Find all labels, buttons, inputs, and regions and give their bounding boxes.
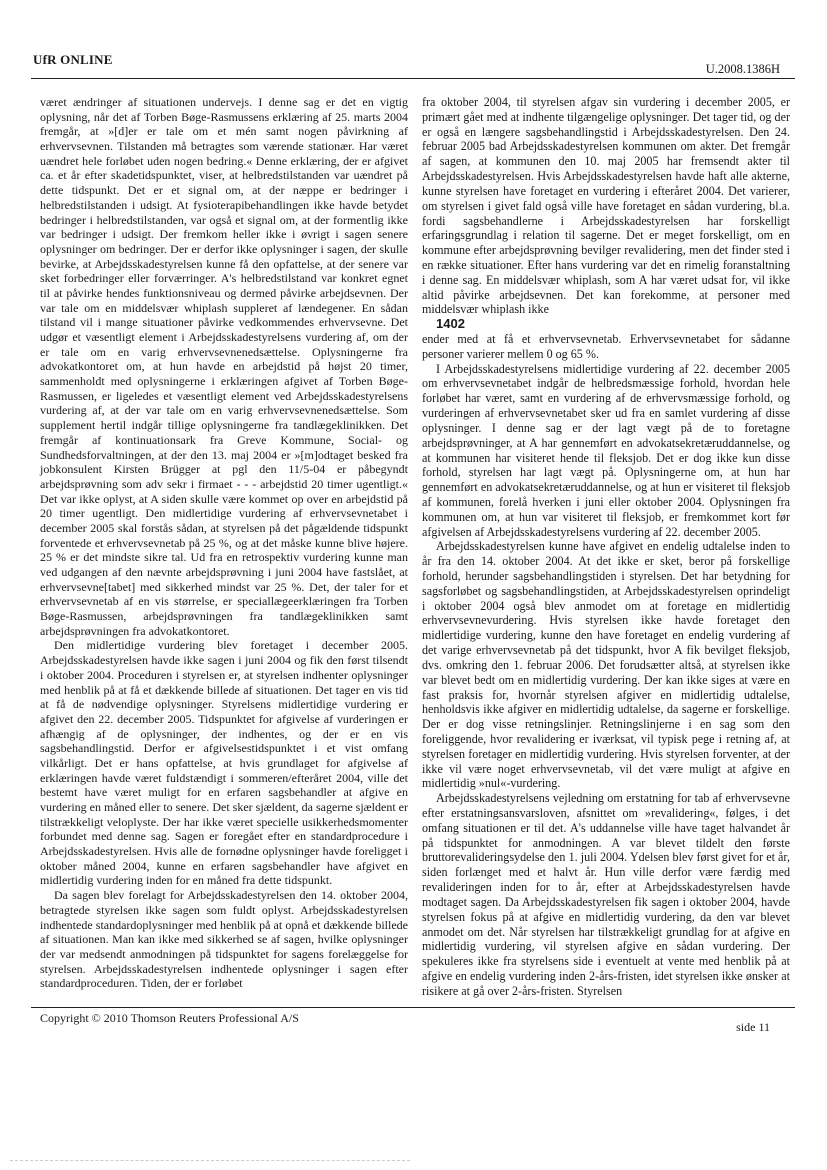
footer-rule <box>31 1007 795 1008</box>
header-rule <box>31 78 795 79</box>
left-column <box>40 95 408 991</box>
paragraph: ender med at få et erhvervsevnetab. Erhvervsevnetabet for sådanne personer varierer mellem 0 og 65 %. <box>422 332 790 361</box>
paragraph: fra oktober 2004, til styrelsen afgav sin vurdering i december 2005, er primært gået med at indhente tilgængelige oplysninger. Det tager tid, og der er også en længere sagsbehandlingstid i Arbejdsskadestyrelsen. Den 24. februar 2005 bad Arbejdsskadestyrelsen kommunen om akter. Det fremgår af sagen, at kommunen den 10. maj 2005 har fremsendt akter til Arbejdsskadestyrelsen. Hvis Arbejdsskadestyrelsen havde haft alle akterne, kunne styrelsen have foretaget en vurdering i efteråret 2004. Det varierer, om styrelsen i givet fald også ville have foretaget en sådan vurdering, bl.a. fordi sagsbehandlerne i Arbejdsskadestyrelsen har forskelligt erfaringsgrundlag i relation til sagerne. Det er meget forskelligt, om en kommune efter arbejdsprøvning bevilger revalidering, men det finder sted i en række situationer. Efter hans vurdering var det en rimelig foranstaltning i denne sag. En middelsvær whiplash, som A har været udsat for, vil ikke altid påvirke arbejdsevnen. Det kan forekomme, at personer med middelsvær whiplash ikke <box>422 95 790 317</box>
paragraph: været ændringer af situationen undervejs. I denne sag er det en vigtig oplysning, når det af Torben Bøge-Rasmussens erklæring af 25. marts 2004 fremgår, at »[d]er er tale om et mén samt nogen påvirkning af erhvervsevnen. Tilstanden må betragtes som værende stationær. Har været uændret hele forløbet uden nogen bedring.« Denne erklæring, der er afgivet ca. et år efter skadetidspunktet, viser, at helbredstilstanden var uændret på dette tidspunkt. Det er et signal om, at der næppe er bedringer i helbredstilstanden i udsigt. At fysioterapibehandlingen ikke havde betydet bedringer i helbredstilstanden, var også et signal om, at der formentlig ikke var bedringer i udsigt. Der fremkom heller ikke i øvrigt i sagen senere oplysninger om bedringer. Der er derfor ikke oplysninger i sagen, der skulle bevirke, at Arbejdsskadestyrelsen kunne få den opfattelse, at der senere var sket forbedringer eller forværringer. A's helbredstilstand var konkret egnet til at påvirke hendes funktionsniveau og dermed påvirke arbejdsevnen. Der var tale om en middelsvær whiplash suppleret af lændegener. En sådan tilstand vil i mange situationer påvirke vedkommendes erhvervsevne. Det udgør et væsentligt element i Arbejdsskadestyrelsens vurdering af, om der er tale om en varig erhvervsevnenedsættelse. Oplysningerne fra advokatkontoret om, at hun havde en arbejdstid på højst 20 timer, sammenholdt med oplysningerne i erklæringen afgivet af Torben Bøge-Rasmussen, er ligeledes et væsentligt element ved Arbejdsskadestyrelsens vurdering af, at der var tale om en varig erhvervsevnenedsættelse. Som supplement hertil indgår tillige oplysningerne fra tandlægeklinikken. Det fremgår af kontinuationsark fra Greve Kommune, Social- og Sundhedsforvaltningen, at der den 13. maj 2004 er »[m]odtaget besked fra jobkonsulent Kirsten Brügger at pgl den 11/5-04 er påbegyndt arbejdsprøvning som adv sekr i firmaet - - - arbejdstid 20 timer ugentligt.« Det var ikke oplyst, at A siden skulle være kommet op over en arbejdstid på 20 timer ugentligt. Den midlertidige vurdering af erhvervsevnetabet i december 2005 skal forstås sådan, at styrelsen på det pågældende tidspunkt forventede et erhvervsevnetab på 25 %, og at det måske kunne blive højere. 25 % er det mindste sikre tal. Ud fra en retrospektiv vurdering kunne man ved udgangen af den nævnte arbejdsprøvning i juni 2004 have fastslået, at erhvervsevne[tabet] med sikkerhed mindst var 25 %. Det, der taler for et erhvervsevnetab af en vis størrelse, er speciallægeerklæringen fra Torben Bøge-Rasmussen, arbejdsprøvningen fra tandlægeklinikken samt arbejdsprøvningen fra advokatkontoret. <box>40 95 408 638</box>
copyright-notice: Copyright © 2010 Thomson Reuters Professional A/S <box>40 1011 299 1025</box>
case-citation: U.2008.1386H <box>705 62 780 76</box>
paragraph: Arbejdsskadestyrelsens vejledning om erstatning for tab af erhvervsevne efter erstatningsansvarsloven, afsnittet om »revalidering«, følges, i det omfang situationen er til det. A's uddannelse ville have taget halvandet år på tidspunktet for anmodningen. A var blevet tildelt den første bruttorevalideringsydelse den 1. juli 2004. Ydelsen blev først givet for et år, siden forlænget med et halvt år. Hun ville derfor være færdig med revalideringen inden for to år, efter at Arbejdsskadestyrelsen havde modtaget sagen. Da Arbejdsskadestyrelsen fik sagen i oktober 2004, havde styrelsen fokus på at afgive en midlertidig vurdering, da den var blevet anmodet om det. Når styrelsen har tilstrækkeligt grundlag for at afgive en midlertidig vurdering, vil styrelsen afgive en sådan vurdering. Der spekuleres ikke fra styrelsens side i eventuelt at vente med henblik på at afgive en endelig vurdering inden 2-års-fristen, idet styrelsen ikke ønsker at risikere at gå over 2-års-fristen. Styrelsen <box>422 791 790 998</box>
paragraph: Da sagen blev forelagt for Arbejdsskadestyrelsen den 14. oktober 2004, betragtede styrelsen ikke sagen som fuldt oplyst. Arbejdsskadestyrelsen indhentede standardoplysninger med henblik på at opnå et dækkende billede af situationen. Man kan ikke med sikkerhed se af sagen, hvilke oplysninger der var medsendt anmodningen på tidspunktet for sagens forelæggelse for styrelsen. Arbejdsskadestyrelsen indhentede oplysninger i sagen efter standardproceduren. Tiden, der er forløbet <box>40 888 408 991</box>
paragraph: Arbejdsskadestyrelsen kunne have afgivet en endelig udtalelse inden to år fra den 14. oktober 2004. At det ikke er sket, beror på forskellige forhold, herunder sagsbehandlingstiden i styrelsen. Det har betydning for sagsforløbet og sagsbehandlingstiden, at Arbejdsskadestyrelsen oprindeligt i oktober 2004 også blev anmodet om at foretage en midlertidig erhvervsevnevurdering. Hvis styrelsen ikke havde foretaget den midlertidige vurdering, kunne den have foretaget en endelig vurdering af det varige erhvervsevnetab på det tidspunkt, hvor A fik bevilget fleksjob, dvs. omkring den 1. februar 2006. Det forudsætter altså, at styrelsen ikke var blevet bedt om en midlertidig vurdering. Der kan ikke siges at være en fast praksis for, hvornår styrelsen afgiver en midlertidig udtalelse, henholdsvis ikke afgiver en midlertidig udtalelse, da sagerne er forskellige. Der er dog visse retningslinjer. Retningslinjerne i en sag som den foreliggende, hvor revalidering er iværksat, vil typisk pege i retning af, at styrelsen foretager en midlertidig vurdering. Hvis styrelsen forventer, at der ikke vil være noget erhvervsevnetab, vil det være muligt at afgive en midlertidig »nul«-vurdering. <box>422 539 790 791</box>
scan-artifact-line <box>10 1160 410 1161</box>
original-page-marker: 1402 <box>436 316 465 332</box>
right-column <box>422 95 790 999</box>
publication-name: UfR ONLINE <box>33 52 113 67</box>
paragraph: I Arbejdsskadestyrelsens midlertidige vurdering af 22. december 2005 om erhvervsevnetabet indgår de helbredsmæssige forhold, hvordan hele forløbet har været, samt en vurdering af de erhvervsmæssige forhold, og vurderingen af erhvervsevnetabet sker ud fra en samlet vurdering af disse oplysninger. I denne sag er der lagt vægt på de to foretagne arbejdsprøvninger, at A har gennemført en advokatsekretæruddannelse, og at kommunen har visiteret hende til fleksjob. Det er dog ikke kun disse forhold, styrelsen har lagt vægt på. Oplysningerne om, at hun har gennemført en advokatsekretæruddannelse, og at hun er visiteret til fleksjob af kommunen, forelå hverken i juni eller oktober 2004. Oplysningen fra kommunen om, at hun var visiteret til fleksjob, er fremkommet kort før afgivelsen af Arbejdsskadestyrelsens vurdering af 22. december 2005. <box>422 361 790 539</box>
page-number: side 11 <box>736 1020 770 1034</box>
paragraph: Den midlertidige vurdering blev foretaget i december 2005. Arbejdsskadestyrelsen havde ikke sagen i juni 2004 og fik den først tilsendt i oktober 2004. Proceduren i styrelsen er, at styrelsen indhenter oplysninger med henblik på at få et dækkende billede af situationen. Det tager en vis tid at få de nødvendige oplysninger. Styrelsens midlertidige vurdering er afgivet den 22. december 2005. Tidspunktet for afgivelse af vurderingen er afhængig af de oplysninger, der indhentes, og der er en vis sagsbehandlingstid. Derfor er afgivelsestidspunktet i et vist omfang vilkårligt. Det er hans opfattelse, at hvis grundlaget for afgivelse af erklæringen havde været fuldstændigt i sommeren/efteråret 2004, ville det bestemt have været muligt for en erfaren sagsbehandler at afgive en vurdering en måned eller to senere. Det sker sjældent, da sagerne sjældent er tilstrækkeligt veloplyste. Der har ikke været specielle usikkerhedsmomenter forbundet med denne sag. Sagen er foregået efter en standardprocedure i Arbejdsskadestyrelsen. Hvis alle de fornødne oplysninger havde foreligget i oktober måned 2004, kunne en erfaren sagsbehandler have afgivet en midlertidig vurdering inden for en måned fra dette tidspunkt. <box>40 638 408 888</box>
